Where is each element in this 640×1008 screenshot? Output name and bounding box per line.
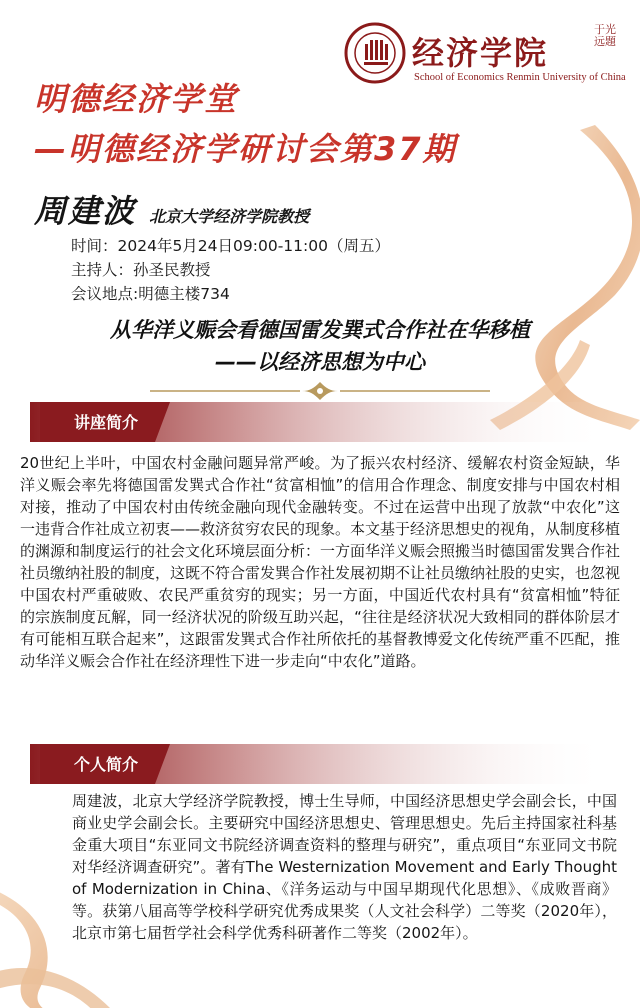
speaker-name: 周建波	[34, 192, 137, 230]
event-session-title: —明德经济学研讨会第37期	[34, 130, 457, 168]
lecture-section-label: 讲座简介	[74, 413, 139, 432]
event-venue: 会议地点:明德主楼734	[71, 285, 230, 303]
lecture-section-header	[30, 402, 610, 442]
lecture-abstract: 20世纪上半叶，中国农村金融问题异常严峻。为了振兴农村经济、缓解农村资金短缺，华洋义赈会率先将德国雷发巽式合作社“贫富相恤”的信用合作理念、制度安排与中国农村相对接，推动了中国农村由传统金融向现代金融转变。不过在运营中出现了放款“中农化”这一违背合作社成立初衷——救济贫穷农民的现象。本文基于经济思想史的视角，从制度移植的渊源和制度运行的社会文化环境层面分析：一方面华洋义赈会照搬当时德国雷发巽合作社社员缴纳社股的制度，这既不符合雷发巽合作社发展初期不让社员缴纳社股的史实，也忽视中国农村严重破败、农民严重贫穷的现实；另一方面，中国近代农村具有“贫富相恤”特征的宗族制度瓦解，同一经济状况的阶级互助兴起，“往往是经济状况大致相同的群体阶层才有可能相互联合起来”，这跟雷发巽式合作社所依托的基督教博爱文化传统严重不匹配，推动华洋义赈会合作社在经济理性下进一步走向“中农化”道路。	[20, 454, 621, 670]
event-meta	[71, 234, 390, 306]
event-host: 主持人：孙圣民教授	[71, 261, 211, 279]
lecture-topic-line1: 从华洋义赈会看德国雷发巽式合作社在华移植	[110, 318, 530, 342]
speaker-affiliation: 北京大学经济学院教授	[149, 207, 310, 226]
ornamental-divider	[150, 380, 490, 402]
bio-section-label: 个人简介	[74, 755, 139, 774]
school-logo-subtitle: School of Economics Renmin University of China	[414, 72, 626, 83]
bio-section-header	[30, 744, 610, 784]
event-series-title: 明德经济学堂	[34, 80, 239, 118]
school-logo-title: 经济学院	[412, 34, 549, 72]
school-logo	[344, 22, 634, 92]
university-seal-icon	[344, 22, 406, 84]
logo-signature: 于光远題	[594, 23, 616, 48]
event-time: 时间：2024年5月24日09:00-11:00（周五）	[71, 237, 390, 255]
speaker-row	[34, 186, 309, 232]
lecture-topic-line2: ——以经济思想为中心	[215, 350, 425, 374]
speaker-bio: 周建波，北京大学经济学院教授，博士生导师，中国经济思想史学会副会长，中国商业史学会副会长。主要研究中国经济思想史、管理思想史。先后主持国家社科基金重大项目“东亚同文书院经济调查资料的整理与研究”，重点项目“东亚同文书院对华经济调查研究”。著有The Westernization Movement and Early Thought of Modernization in China、《洋务运动与中国早期现代化思想》、《成败晋商》等。获第八届高等学校科学研究优秀成果奖（人文社会科学）二等奖（2020年），北京市第七届哲学社会科学优秀科研著作二等奖（2002年）。	[72, 792, 617, 942]
